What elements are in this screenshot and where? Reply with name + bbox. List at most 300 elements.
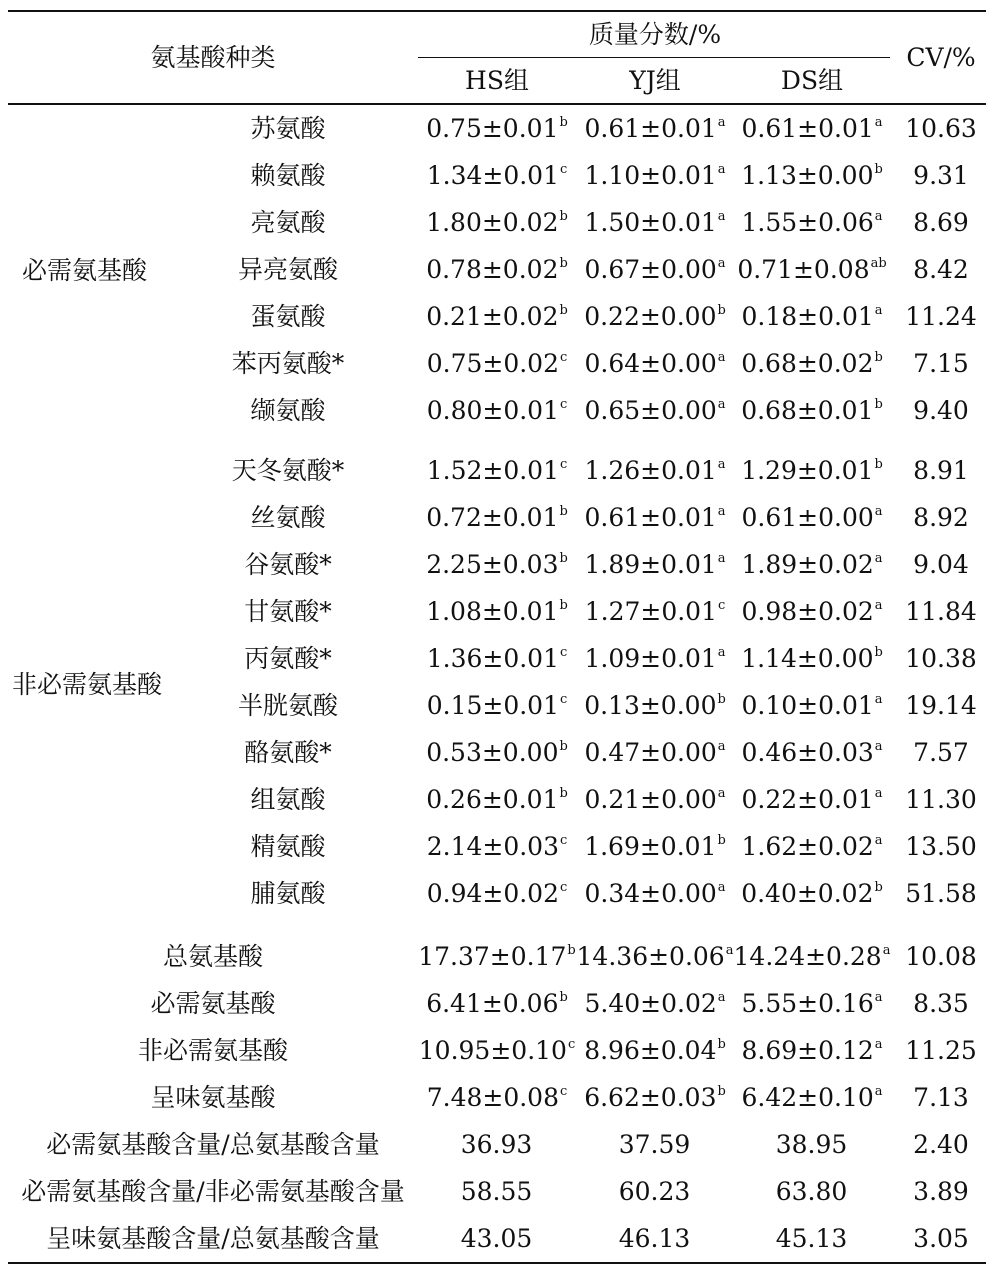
significance-letter: a [874, 115, 883, 130]
ds-value [741, 503, 882, 533]
row-name-text: 赖氨酸 [250, 161, 326, 190]
row-name [163, 942, 263, 972]
yj-value [584, 503, 725, 533]
hs-value [427, 161, 568, 191]
yj-value [577, 942, 734, 972]
ds-value [741, 738, 882, 768]
hs-value-text: 0.26±0.01 [426, 785, 559, 814]
significance-letter: b [874, 162, 883, 177]
bottom-rule [8, 1262, 986, 1264]
ds-value [776, 1130, 849, 1160]
cv-value [905, 942, 977, 972]
ds-value [776, 1224, 849, 1254]
yj-value [584, 161, 725, 191]
cv-value-text: 3.89 [913, 1177, 969, 1206]
row-name [250, 832, 325, 862]
significance-letter: b [874, 645, 883, 660]
ds-value [741, 396, 883, 426]
significance-letter: b [559, 551, 568, 566]
yj-value [584, 691, 726, 721]
header-rule [8, 103, 986, 105]
hs-value [427, 832, 568, 862]
cv-value-text: 7.57 [913, 738, 969, 767]
yj-value [584, 208, 725, 238]
hs-value [426, 550, 568, 580]
top-rule [8, 10, 986, 12]
ds-value [741, 989, 882, 1019]
hs-value-text: 0.80±0.01 [426, 396, 559, 425]
significance-letter: b [559, 256, 568, 271]
hs-value [426, 989, 568, 1019]
row-name-text: 甘氨酸* [244, 597, 332, 626]
ds-value [734, 942, 891, 972]
yj-value-text: 0.13±0.00 [584, 691, 717, 720]
significance-letter: a [717, 504, 726, 519]
yj-value-text: 1.50±0.01 [584, 208, 717, 237]
row-name-text: 呈味氨基酸 [150, 1083, 276, 1112]
cv-value [913, 550, 969, 580]
row-name-text: 组氨酸 [250, 785, 326, 814]
row-name [244, 550, 332, 580]
yj-value-text: 0.22±0.00 [584, 302, 717, 331]
yj-value [585, 597, 726, 627]
yj-value-text: 1.26±0.01 [584, 456, 717, 485]
hs-value-text: 0.53±0.00 [426, 738, 559, 767]
yj-value [584, 114, 725, 144]
header-sub-rule [418, 57, 890, 58]
yj-value-text: 8.96±0.04 [584, 1036, 717, 1065]
significance-letter: b [559, 115, 568, 130]
significance-letter: a [882, 943, 891, 958]
cv-value [905, 597, 977, 627]
row-name-text: 蛋氨酸 [250, 302, 326, 331]
significance-letter: b [717, 1084, 726, 1099]
cv-value-text: 8.92 [913, 503, 969, 532]
yj-value [619, 1130, 692, 1160]
significance-letter: a [874, 1084, 883, 1099]
hs-value [418, 942, 576, 972]
significance-letter: b [559, 739, 568, 754]
yj-value [584, 1083, 726, 1113]
hs-value-text: 36.93 [460, 1130, 533, 1159]
significance-letter: a [717, 256, 726, 271]
yj-value [584, 738, 725, 768]
yj-value-text: 5.40±0.02 [584, 989, 717, 1018]
significance-letter: a [717, 209, 726, 224]
yj-value [619, 1177, 692, 1207]
header-group-label: 氨基酸种类 [150, 43, 276, 72]
cv-value [905, 691, 977, 721]
cv-value [913, 161, 969, 191]
significance-letter: b [559, 786, 568, 801]
cv-value [913, 1130, 969, 1160]
yj-value [584, 644, 725, 674]
row-name [46, 1224, 379, 1254]
hs-value [427, 691, 568, 721]
hs-value [426, 208, 568, 238]
ds-value [741, 832, 882, 862]
significance-letter: a [874, 833, 883, 848]
significance-letter: b [559, 598, 568, 613]
ds-value-text: 1.14±0.00 [741, 644, 874, 673]
hs-value-text: 7.48±0.08 [426, 1083, 559, 1112]
significance-letter: c [560, 397, 568, 412]
cv-value [913, 255, 969, 285]
hs-value [426, 255, 568, 285]
yj-value [584, 255, 725, 285]
cv-value-text: 8.42 [913, 255, 969, 284]
cv-value-text: 3.05 [913, 1224, 969, 1253]
hs-value-text: 1.36±0.01 [426, 644, 559, 673]
ds-value-text: 0.71±0.08 [737, 255, 870, 284]
significance-letter: a [717, 645, 726, 660]
cv-value-text: 9.40 [913, 396, 969, 425]
ds-value-text: 8.69±0.12 [741, 1036, 874, 1065]
significance-letter: a [874, 598, 883, 613]
ds-value-text: 1.55±0.06 [741, 208, 874, 237]
ds-value [741, 785, 882, 815]
significance-letter: a [717, 551, 726, 566]
row-name-text: 苯丙氨酸* [231, 349, 345, 378]
cv-value [905, 302, 977, 332]
yj-value [584, 832, 726, 862]
hs-value [461, 1224, 534, 1254]
row-name [250, 161, 325, 191]
ds-value [741, 161, 883, 191]
row-name [232, 456, 345, 486]
hs-value [427, 879, 568, 909]
hs-value-text: 43.05 [460, 1224, 533, 1253]
significance-letter: b [874, 397, 883, 412]
cv-value-text: 2.40 [913, 1130, 969, 1159]
ds-value-text: 1.62±0.02 [741, 832, 874, 861]
ds-value-text: 0.22±0.01 [741, 785, 874, 814]
cv-value-text: 7.15 [913, 349, 969, 378]
hs-value-text: 17.37±0.17 [418, 942, 567, 971]
significance-letter: ab [870, 256, 887, 271]
header-cv: CV/% [906, 43, 976, 72]
ds-value-text: 0.46±0.03 [741, 738, 874, 767]
hs-value-text: 0.72±0.01 [426, 503, 559, 532]
significance-letter: a [717, 880, 726, 895]
ds-value-text: 6.42±0.10 [741, 1083, 874, 1112]
significance-letter: b [559, 209, 568, 224]
ds-value-text: 1.89±0.02 [741, 550, 874, 579]
row-name [250, 114, 325, 144]
cv-value-text: 13.50 [905, 832, 977, 861]
header-col-ds: DS组 [780, 66, 844, 95]
yj-value-text: 0.34±0.00 [584, 879, 717, 908]
hs-value [426, 597, 568, 627]
significance-letter: c [567, 1037, 576, 1052]
row-name [138, 1036, 288, 1066]
section-label-nonessential: 非必需氨基酸 [12, 670, 163, 699]
cv-value [913, 989, 969, 1019]
significance-letter: b [559, 303, 568, 318]
significance-letter: c [560, 1084, 568, 1099]
cv-value-text: 8.35 [913, 989, 969, 1018]
ds-value [741, 691, 882, 721]
hs-value [427, 644, 568, 674]
row-name-text: 异亮氨酸 [237, 255, 339, 284]
cv-value-text: 10.63 [905, 114, 977, 143]
ds-value-text: 45.13 [775, 1224, 848, 1253]
ds-value-text: 0.61±0.00 [741, 503, 874, 532]
significance-letter: b [717, 833, 726, 848]
hs-value-text: 10.95±0.10 [418, 1036, 567, 1065]
cv-value [905, 114, 977, 144]
row-name-text: 呈味氨基酸含量/总氨基酸含量 [46, 1224, 380, 1253]
yj-value [584, 396, 725, 426]
row-name [46, 1130, 379, 1160]
hs-value [426, 738, 568, 768]
cv-value [913, 396, 969, 426]
hs-value [427, 456, 568, 486]
cv-value [913, 456, 969, 486]
yj-value-text: 60.23 [618, 1177, 691, 1206]
significance-letter: b [874, 350, 883, 365]
cv-value [905, 1036, 977, 1066]
significance-letter: b [717, 303, 726, 318]
cv-value [905, 879, 977, 909]
significance-letter: c [560, 692, 568, 707]
hs-value-text: 1.34±0.01 [426, 161, 559, 190]
significance-letter: c [560, 162, 568, 177]
row-name-text: 亮氨酸 [250, 208, 326, 237]
yj-value-text: 1.89±0.01 [584, 550, 717, 579]
row-name-text: 缬氨酸 [250, 396, 326, 425]
ds-value [741, 302, 882, 332]
yj-value-text: 0.67±0.00 [584, 255, 717, 284]
row-name [244, 644, 332, 674]
hs-value [427, 349, 568, 379]
ds-value-text: 1.29±0.01 [741, 456, 874, 485]
hs-value-text: 0.75±0.02 [426, 349, 559, 378]
cv-value-text: 19.14 [905, 691, 977, 720]
cv-value [913, 1177, 969, 1207]
hs-value [427, 1083, 568, 1113]
significance-letter: a [874, 990, 883, 1005]
significance-letter: a [874, 692, 883, 707]
hs-value [461, 1130, 534, 1160]
cv-value-text: 8.69 [913, 208, 969, 237]
hs-value [461, 1177, 534, 1207]
row-name-text: 必需氨基酸 [150, 989, 276, 1018]
row-name-text: 精氨酸 [250, 832, 326, 861]
row-name [21, 1177, 404, 1207]
row-name-text: 必需氨基酸含量/非必需氨基酸含量 [21, 1177, 405, 1206]
yj-value [584, 785, 725, 815]
yj-value [584, 302, 726, 332]
yj-value-text: 1.09±0.01 [584, 644, 717, 673]
ds-value-text: 38.95 [775, 1130, 848, 1159]
row-name [250, 879, 325, 909]
ds-value-text: 0.61±0.01 [741, 114, 874, 143]
cv-value-text: 11.25 [905, 1036, 977, 1065]
yj-value-text: 0.64±0.00 [584, 349, 717, 378]
significance-letter: c [560, 350, 568, 365]
yj-value [584, 550, 725, 580]
yj-value [584, 1036, 726, 1066]
cv-value-text: 11.84 [905, 597, 977, 626]
significance-letter: b [717, 692, 726, 707]
yj-value [584, 349, 725, 379]
cv-value [905, 644, 977, 674]
row-name-text: 必需氨基酸含量/总氨基酸含量 [46, 1130, 380, 1159]
row-name-text: 丙氨酸* [244, 644, 332, 673]
hs-value [426, 114, 568, 144]
cv-value-text: 7.13 [913, 1083, 969, 1112]
hs-value-text: 1.80±0.02 [426, 208, 559, 237]
row-name [150, 989, 275, 1019]
row-name-text: 谷氨酸* [244, 550, 332, 579]
row-name [232, 349, 345, 379]
row-name [244, 738, 332, 768]
cv-value-text: 8.91 [913, 456, 969, 485]
row-name [238, 255, 338, 285]
significance-letter: c [560, 833, 568, 848]
ds-value [741, 1036, 882, 1066]
hs-value-text: 2.25±0.03 [426, 550, 559, 579]
hs-value-text: 2.14±0.03 [426, 832, 559, 861]
row-name-text: 天冬氨酸* [231, 456, 345, 485]
yj-value-text: 0.61±0.01 [584, 114, 717, 143]
ds-value-text: 0.40±0.02 [741, 879, 874, 908]
significance-letter: a [717, 786, 726, 801]
yj-value-text: 14.36±0.06 [576, 942, 725, 971]
cv-value-text: 10.08 [905, 942, 977, 971]
ds-value [741, 456, 883, 486]
cv-value-text: 11.24 [905, 302, 977, 331]
cv-value [905, 832, 977, 862]
hs-value-text: 0.78±0.02 [426, 255, 559, 284]
yj-value [584, 456, 725, 486]
row-name [250, 396, 325, 426]
section-label-essential: 必需氨基酸 [22, 256, 148, 285]
ds-value-text: 0.18±0.01 [741, 302, 874, 331]
hs-value [427, 396, 568, 426]
significance-letter: a [874, 209, 883, 224]
significance-letter: a [725, 943, 734, 958]
hs-value [426, 503, 568, 533]
cv-value-text: 51.58 [905, 879, 977, 908]
row-name-text: 总氨基酸 [162, 942, 264, 971]
significance-letter: a [717, 350, 726, 365]
ds-value-text: 0.10±0.01 [741, 691, 874, 720]
hs-value-text: 58.55 [460, 1177, 533, 1206]
significance-letter: a [717, 115, 726, 130]
yj-value-text: 6.62±0.03 [584, 1083, 717, 1112]
yj-value-text: 0.61±0.01 [584, 503, 717, 532]
hs-value-text: 6.41±0.06 [426, 989, 559, 1018]
cv-value [913, 503, 969, 533]
ds-value [776, 1177, 849, 1207]
header-col-hs: HS组 [465, 66, 529, 95]
hs-value-text: 0.94±0.02 [426, 879, 559, 908]
ds-value-text: 0.68±0.01 [741, 396, 874, 425]
row-name [250, 302, 325, 332]
header-col-yj: YJ组 [629, 66, 681, 95]
significance-letter: c [560, 457, 568, 472]
significance-letter: b [874, 457, 883, 472]
significance-letter: a [717, 397, 726, 412]
ds-value [741, 114, 882, 144]
row-name [150, 1083, 275, 1113]
row-name [250, 503, 325, 533]
hs-value-text: 0.21±0.02 [426, 302, 559, 331]
row-name [238, 691, 338, 721]
significance-letter: a [717, 457, 726, 472]
hs-value-text: 0.15±0.01 [426, 691, 559, 720]
cv-value-text: 9.04 [913, 550, 969, 579]
significance-letter: c [718, 598, 726, 613]
row-name-text: 半胱氨酸 [237, 691, 339, 720]
significance-letter: a [874, 1037, 883, 1052]
ds-value [741, 597, 882, 627]
ds-value-text: 1.13±0.00 [741, 161, 874, 190]
yj-value [619, 1224, 692, 1254]
significance-letter: a [874, 504, 883, 519]
significance-letter: c [560, 645, 568, 660]
significance-letter: a [874, 303, 883, 318]
ds-value [741, 1083, 882, 1113]
significance-letter: a [874, 551, 883, 566]
ds-value [741, 879, 883, 909]
significance-letter: c [560, 880, 568, 895]
ds-value [741, 349, 883, 379]
hs-value-text: 1.08±0.01 [426, 597, 559, 626]
ds-value-text: 0.98±0.02 [741, 597, 874, 626]
significance-letter: a [717, 739, 726, 754]
yj-value [584, 989, 725, 1019]
significance-letter: b [559, 504, 568, 519]
row-name-text: 酪氨酸* [244, 738, 332, 767]
row-name-text: 苏氨酸 [250, 114, 326, 143]
hs-value-text: 0.75±0.01 [426, 114, 559, 143]
yj-value-text: 1.69±0.01 [584, 832, 717, 861]
cv-value-text: 9.31 [913, 161, 969, 190]
cv-value [913, 349, 969, 379]
cv-value [913, 208, 969, 238]
ds-value [741, 550, 882, 580]
hs-value-text: 1.52±0.01 [426, 456, 559, 485]
yj-value-text: 0.21±0.00 [584, 785, 717, 814]
yj-value-text: 37.59 [618, 1130, 691, 1159]
significance-letter: a [874, 739, 883, 754]
hs-value [419, 1036, 575, 1066]
cv-value [913, 738, 969, 768]
yj-value-text: 0.65±0.00 [584, 396, 717, 425]
hs-value [426, 785, 568, 815]
ds-value [741, 644, 883, 674]
yj-value-text: 46.13 [618, 1224, 691, 1253]
row-name-text: 非必需氨基酸 [137, 1036, 289, 1065]
cv-value [913, 1083, 969, 1113]
cv-value [913, 1224, 969, 1254]
significance-letter: a [717, 990, 726, 1005]
ds-value [737, 255, 886, 285]
cv-value-text: 10.38 [905, 644, 977, 673]
row-name-text: 脯氨酸 [250, 879, 326, 908]
ds-value [741, 208, 882, 238]
cv-value-text: 11.30 [905, 785, 977, 814]
row-name [244, 597, 332, 627]
significance-letter: a [874, 786, 883, 801]
ds-value-text: 0.68±0.02 [741, 349, 874, 378]
ds-value-text: 14.24±0.28 [733, 942, 882, 971]
significance-letter: b [874, 880, 883, 895]
significance-letter: b [567, 943, 576, 958]
